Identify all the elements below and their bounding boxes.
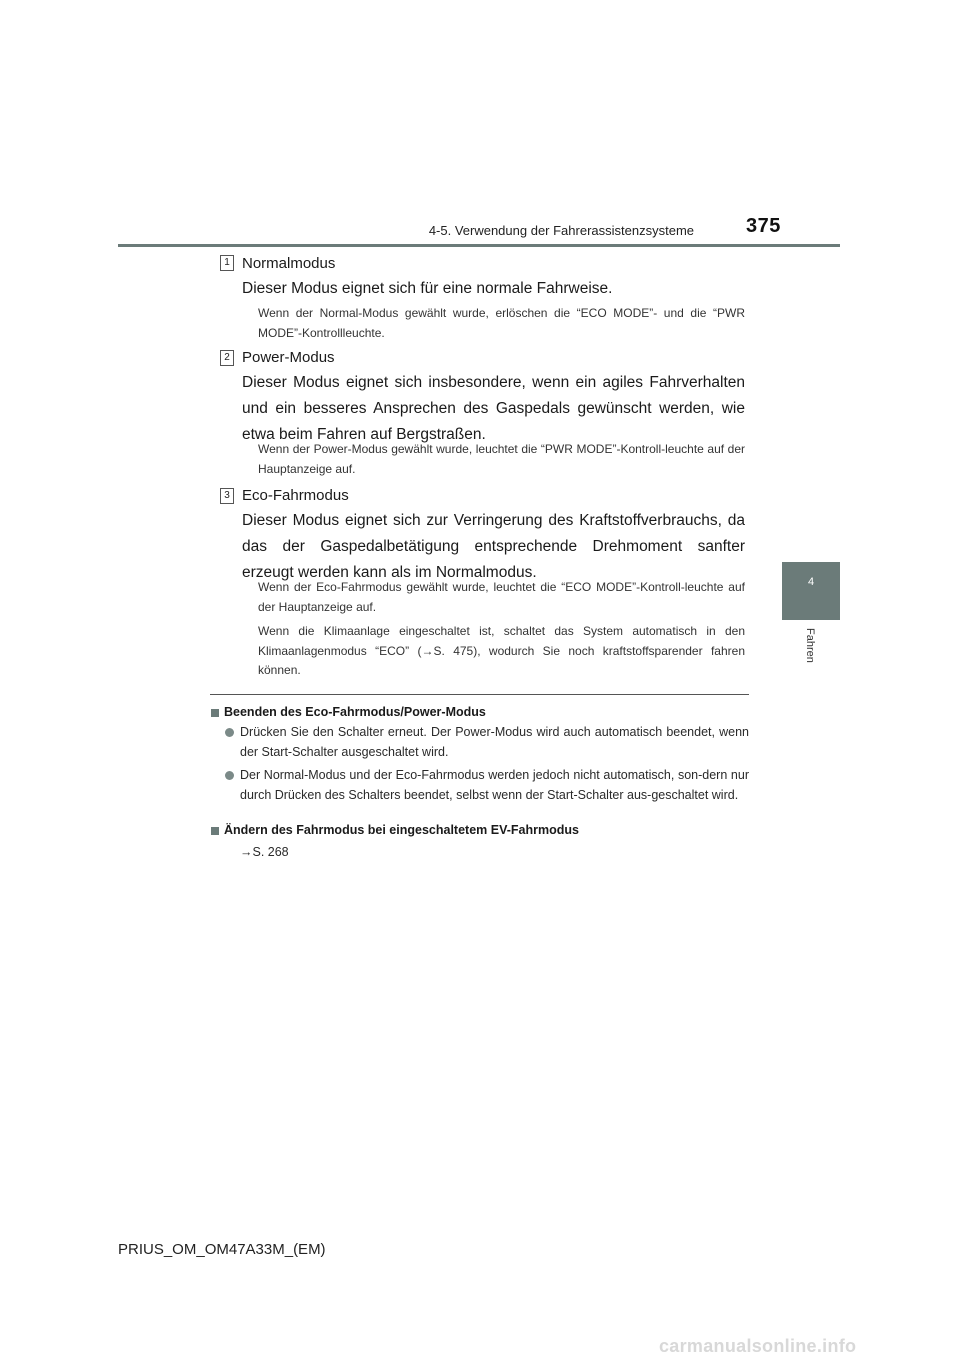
item-title-normal: Normalmodus	[242, 255, 336, 272]
bullet-text: Drücken Sie den Schalter erneut. Der Power-Modus wird auch automatisch beendet, wenn der Start-Schalter ausgeschaltet wird.	[240, 725, 749, 759]
item-note: Wenn der Eco-Fahrmodus gewählt wurde, leuchtet die “ECO MODE”-Kontroll-leuchte auf der Hauptanzeige auf.	[258, 580, 745, 614]
square-bullet-icon	[211, 827, 219, 835]
square-bullet-icon	[211, 709, 219, 717]
document-code: PRIUS_OM_OM47A33M_(EM)	[118, 1241, 326, 1258]
item-number-badge: 1	[220, 255, 234, 271]
chapter-tab	[782, 562, 840, 620]
chapter-tab-number: 4	[807, 576, 815, 588]
round-bullet-icon	[225, 771, 234, 780]
item-note: Wenn der Normal-Modus gewählt wurde, erlöschen die “ECO MODE”- und die “PWR MODE”-Kontrollleuchte.	[258, 306, 745, 340]
item-description: Dieser Modus eignet sich zur Verringerung des Kraftstoffverbrauchs, da das der Gaspedalbetätigung entsprechende Drehmoment sanfter erzeugt werden kann als im Normalmodus.	[242, 512, 745, 581]
item-description: Dieser Modus eignet sich für eine normale Fahrweise.	[242, 280, 613, 297]
item-number-badge: 2	[220, 350, 234, 366]
page-number: 375	[746, 215, 781, 237]
chapter-tab-label-area	[782, 620, 840, 680]
notes-heading: Beenden des Eco-Fahrmodus/Power-Modus	[224, 705, 486, 719]
item-title-eco: Eco-Fahrmodus	[242, 487, 349, 504]
round-bullet-icon	[225, 728, 234, 737]
watermark: carmanualsonline.info	[659, 1336, 857, 1356]
chapter-tab-label: Fahren	[804, 628, 816, 663]
item-note: Wenn der Power-Modus gewählt wurde, leuchtet die “PWR MODE”-Kontroll-leuchte auf der Hauptanzeige auf.	[258, 442, 745, 476]
notes-heading: Ändern des Fahrmodus bei eingeschaltetem EV-Fahrmodus	[224, 823, 579, 837]
item-title-power: Power-Modus	[242, 349, 335, 366]
notes-divider	[210, 694, 749, 695]
bullet-text: Der Normal-Modus und der Eco-Fahrmodus werden jedoch nicht automatisch, son-dern nur durch Drücken des Schalters beendet, selbst wenn der Start-Schalter aus-geschaltet wird.	[240, 768, 749, 802]
page-reference: →S. 268	[240, 845, 289, 859]
header-divider	[118, 244, 840, 247]
item-number-badge: 3	[220, 488, 234, 504]
item-note: Wenn die Klimaanlage eingeschaltet ist, schaltet das System automatisch in den Klimaanlagenmodus “ECO” (→S. 475), wodurch Sie noch kraftstoffsparender fahren können.	[258, 624, 745, 677]
running-header: 4-5. Verwendung der Fahrerassistenzsysteme	[428, 223, 694, 238]
item-description: Dieser Modus eignet sich insbesondere, wenn ein agiles Fahrverhalten und ein besseres Ansprechen des Gaspedals gewünscht werden, wie etwa beim Fahren auf Bergstraßen.	[242, 374, 745, 443]
